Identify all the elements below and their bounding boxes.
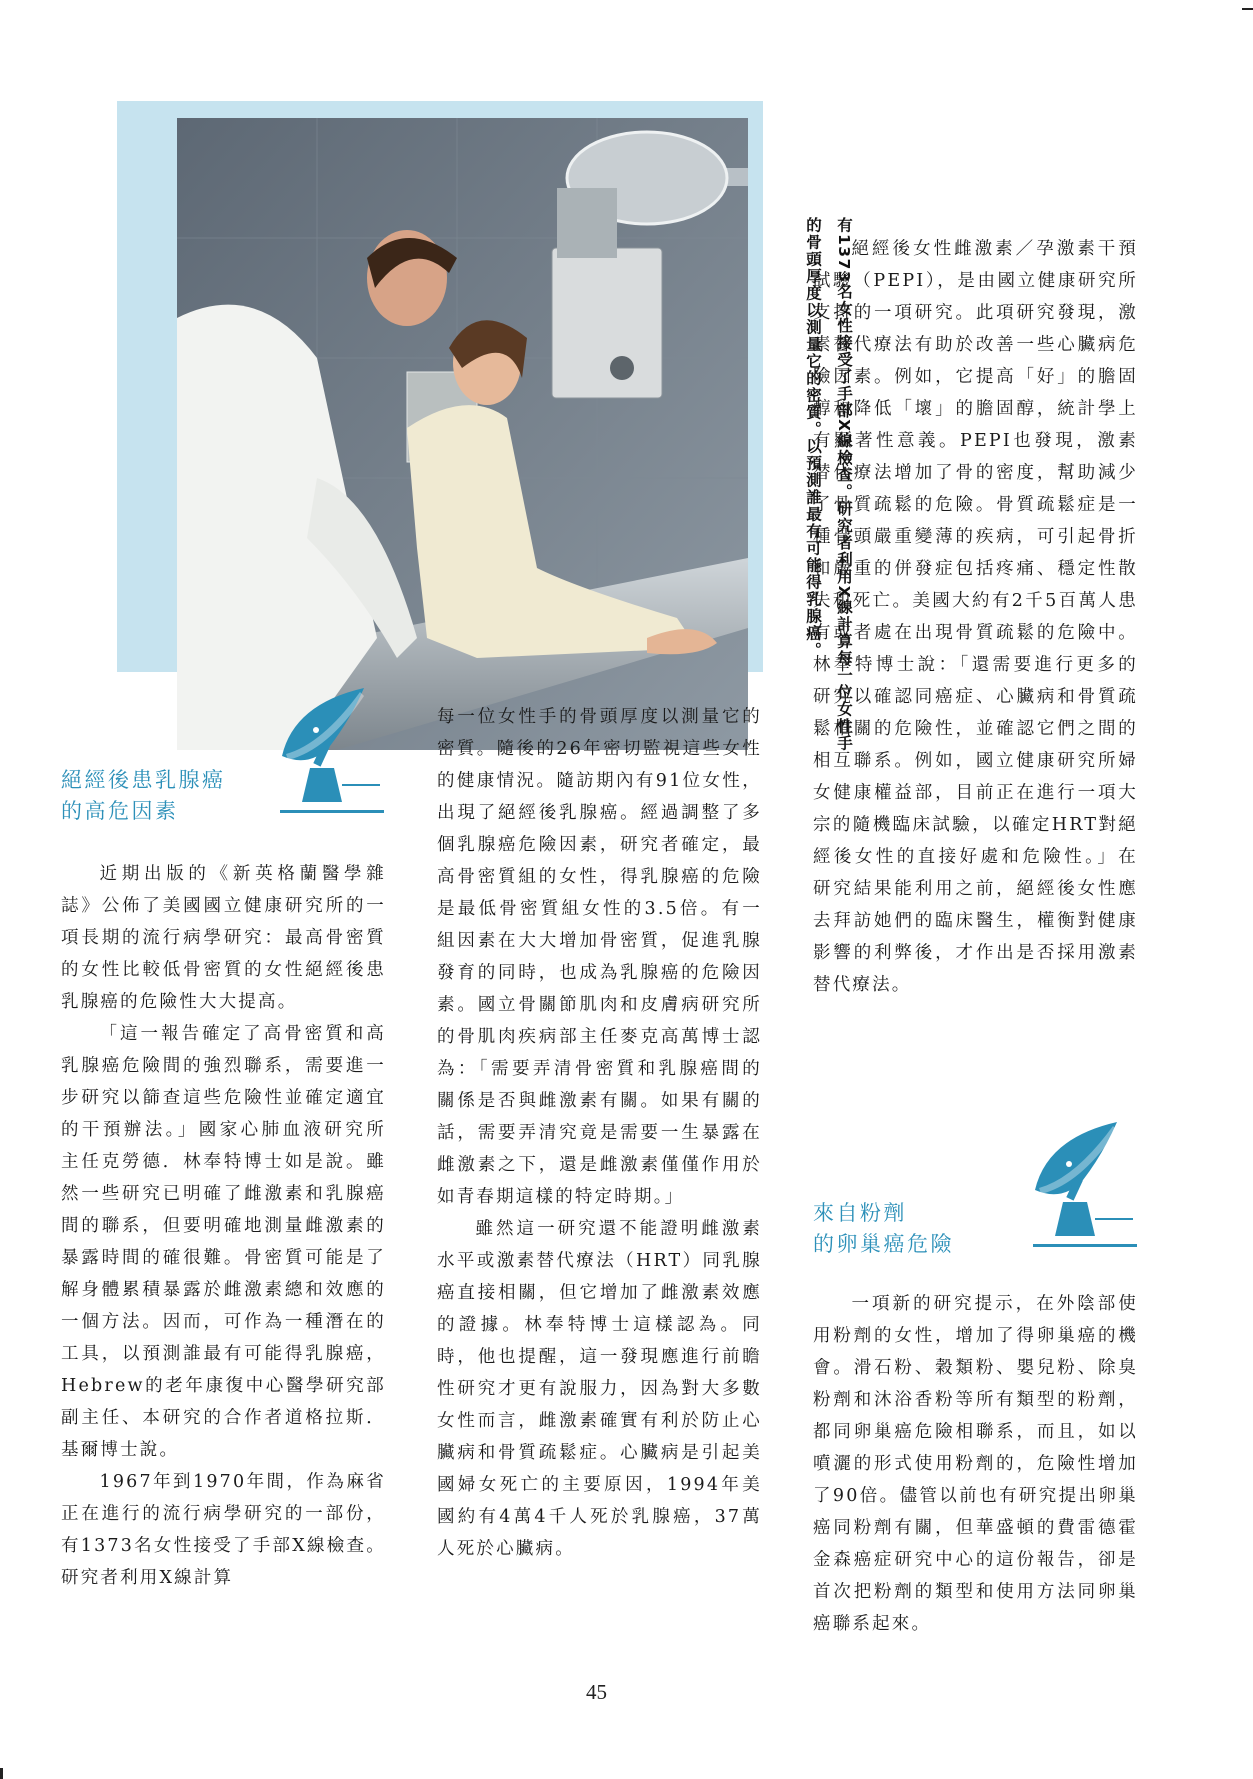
photo-illustration	[177, 118, 748, 750]
paragraph: 一項新的研究提示，在外陰部使用粉劑的女性，增加了得卵巢癌的機會。滑石粉、穀類粉、嬰兒粉、除臭粉劑和沐浴香粉等所有類型的粉劑，都同卵巢癌危險相聯系，而且，如以噴灑的形式使用粉劑的，危險性增加了90倍。儘管以前也有研究提出卵巢癌同粉劑有關，但華盛頓的費雷德霍金森癌症研究中心的這份報告，卻是首次把粉劑的類型和使用方法同卵巢癌聯系起來。	[813, 1294, 1138, 1634]
crop-mark-top-right	[1242, 8, 1253, 10]
column-3-section-2	[813, 1288, 1138, 1640]
column-3	[813, 233, 1138, 1001]
crop-mark-bottom-left	[0, 1768, 3, 1779]
section-heading-breast-cancer: 絕經後患乳腺癌 的高危因素	[61, 768, 226, 823]
paragraph: 「這一報告確定了高骨密質和高乳腺癌危險間的強烈聯系，需要進一步研究以篩查這些危險性並確定適宜的干預辦法。」國家心肺血液研究所主任克勞德．林奉特博士如是說。雖然一些研究已明確了雌激素和乳腺癌間的聯系，但要明確地測量雌激素的暴露時間的確很難。骨密質可能是了解身體累積暴露於雌激素總和效應的一個方法。因而，可作為一種潛在的工具，以預測誰最有可能得乳腺癌，Hebrew的老年康復中心醫學研究部副主任、本研究的合作者道格拉斯．基爾博士說。	[61, 1024, 386, 1460]
section-heading-ovarian-cancer: 來自粉劑 的卵巢癌危險	[813, 1201, 954, 1256]
paragraph: 雖然這一研究還不能證明雌激素水平或激素替代療法（HRT）同乳腺癌直接相關，但它增加了雌激素效應的證據。林奉特博士這樣認為。同時，他也提醒，這一發現應進行前瞻性研究才更有說服力，因為對大多數女性而言，雌激素確實有利於防止心臟病和骨質疏鬆症。心臟病是引起美國婦女死亡的主要原因，1994年美國約有4萬4千人死於乳腺癌，37萬人死於心臟病。	[437, 1219, 762, 1559]
satellite-dish-icon	[1025, 1118, 1143, 1258]
paragraph: 1967年到1970年間，作為麻省正在進行的流行病學研究的一部份，有1373名女性接受了手部X線檢查。研究者利用X線計算	[61, 1472, 386, 1588]
photo-caption-panel	[117, 101, 853, 753]
satellite-dish-icon	[272, 684, 390, 824]
photo-caption: 有1373名女性接受了手部X線檢查。研究者利用X線計算每一位女性手的骨頭厚度以測量它的密質。以預測誰最有可能得乳腺癌。	[804, 217, 853, 753]
paragraph: 近期出版的《新英格蘭醫學雜誌》公佈了美國國立健康研究所的一項長期的流行病學研究：最高骨密質的女性比較低骨密質的女性絕經後患乳腺癌的危險性大大提高。	[61, 864, 386, 1012]
paragraph: 每一位女性手的骨頭厚度以測量它的密質。隨後的26年密切監視這些女性的健康情況。隨訪期內有91位女性，出現了絕經後乳腺癌。經過調整了多個乳腺癌危險因素，研究者確定，最高骨密質組的女性，得乳腺癌的危險是最低骨密質組女性的3.5倍。有一組因素在大大增加骨密質，促進乳腺發育的同時，也成為乳腺癌的危險因素。國立骨關節肌肉和皮膚病研究所的骨肌肉疾病部主任麥克高萬博士認為：「需要弄清骨密質和乳腺癌間的關係是否與雌激素有關。如果有關的話，需要弄清究竟是需要一生暴露在雌激素之下，還是雌激素僅僅作用於如青春期這樣的特定時期。」	[437, 707, 762, 1207]
column-1	[61, 858, 386, 1594]
column-2	[437, 701, 762, 1565]
page-number: 45	[586, 1680, 607, 1704]
xray-exam-photo	[177, 118, 748, 750]
paragraph: 絕經後女性雌激素／孕激素干預試驗（PEPI），是由國立健康研究所支持的一項研究。此項研究發現，激素替代療法有助於改善一些心臟病危險因素。例如，它提高「好」的膽固醇和降低「壞」的膽固醇，統計學上有顯著性意義。PEPI也發現，激素替代療法增加了骨的密度，幫助減少了骨質疏鬆的危險。骨質疏鬆症是一種骨頭嚴重變薄的疾病，可引起骨折和嚴重的併發症包括疼痛、穩定性散失和死亡。美國大約有2千5百萬人患有或者處在出現骨質疏鬆的危險中。林奉特博士說：「還需要進行更多的研究以確認同癌症、心臟病和骨質疏鬆相關的危險性，並確認它們之間的相互聯系。例如，國立健康研究所婦女健康權益部，目前正在進行一項大宗的隨機臨床試驗，以確定HRT對絕經後女性的直接好處和危險性。」在研究結果能利用之前，絕經後女性應去拜訪她們的臨床醫生，權衡對健康影響的利弊後，才作出是否採用激素替代療法。	[813, 239, 1138, 995]
